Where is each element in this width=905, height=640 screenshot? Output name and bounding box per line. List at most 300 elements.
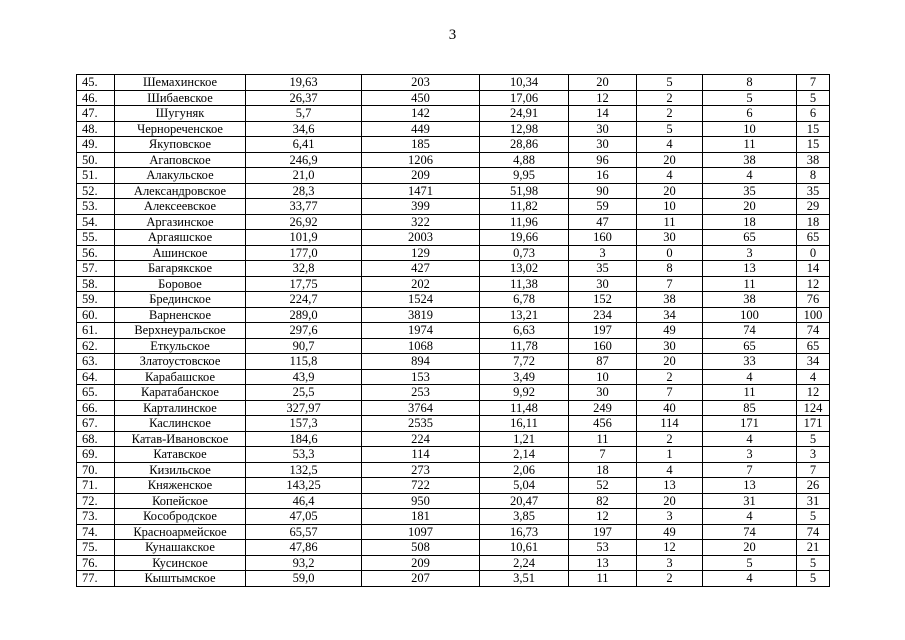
district-name-cell: Шибаевское: [115, 90, 246, 106]
table-row: [77, 307, 830, 323]
col-9-cell: 5: [797, 571, 830, 587]
quota-cell: 14: [569, 106, 637, 122]
col-9-cell: 7: [797, 75, 830, 91]
count-cell: 224: [362, 431, 480, 447]
count-cell: 1206: [362, 152, 480, 168]
district-name-cell: Чернореченское: [115, 121, 246, 137]
row-number-cell: 74.: [77, 524, 115, 540]
district-name-cell: Брединское: [115, 292, 246, 308]
district-name-cell: Шемахинское: [115, 75, 246, 91]
col-9-cell: 12: [797, 385, 830, 401]
table-row: [77, 431, 830, 447]
count-cell: 1974: [362, 323, 480, 339]
col-9-cell: 5: [797, 90, 830, 106]
row-number-cell: 65.: [77, 385, 115, 401]
row-number-cell: 71.: [77, 478, 115, 494]
row-number-cell: 73.: [77, 509, 115, 525]
district-name-cell: Агаповское: [115, 152, 246, 168]
col-8-cell: 35: [703, 183, 797, 199]
col-8-cell: 4: [703, 431, 797, 447]
district-name-cell: Верхнеуральское: [115, 323, 246, 339]
row-number-cell: 62.: [77, 338, 115, 354]
col-9-cell: 21: [797, 540, 830, 556]
table-row: [77, 400, 830, 416]
table-row: [77, 183, 830, 199]
density-cell: 4,88: [480, 152, 569, 168]
row-number-cell: 52.: [77, 183, 115, 199]
col-7-cell: 38: [637, 292, 703, 308]
district-name-cell: Карабашское: [115, 369, 246, 385]
area-cell: 327,97: [246, 400, 362, 416]
area-cell: 32,8: [246, 261, 362, 277]
district-name-cell: Катавское: [115, 447, 246, 463]
density-cell: 5,04: [480, 478, 569, 494]
col-8-cell: 65: [703, 338, 797, 354]
col-9-cell: 65: [797, 230, 830, 246]
col-8-cell: 11: [703, 137, 797, 153]
col-9-cell: 5: [797, 431, 830, 447]
density-cell: 51,98: [480, 183, 569, 199]
count-cell: 508: [362, 540, 480, 556]
count-cell: 207: [362, 571, 480, 587]
row-number-cell: 51.: [77, 168, 115, 184]
col-8-cell: 13: [703, 478, 797, 494]
col-8-cell: 74: [703, 323, 797, 339]
count-cell: 399: [362, 199, 480, 215]
col-8-cell: 38: [703, 152, 797, 168]
area-cell: 53,3: [246, 447, 362, 463]
quota-cell: 35: [569, 261, 637, 277]
quota-cell: 16: [569, 168, 637, 184]
row-number-cell: 58.: [77, 276, 115, 292]
quota-cell: 234: [569, 307, 637, 323]
row-number-cell: 64.: [77, 369, 115, 385]
area-cell: 21,0: [246, 168, 362, 184]
quota-cell: 160: [569, 230, 637, 246]
area-cell: 28,3: [246, 183, 362, 199]
col-8-cell: 6: [703, 106, 797, 122]
col-9-cell: 38: [797, 152, 830, 168]
density-cell: 17,06: [480, 90, 569, 106]
table-row: [77, 369, 830, 385]
area-cell: 224,7: [246, 292, 362, 308]
table-row: [77, 478, 830, 494]
quota-cell: 87: [569, 354, 637, 370]
density-cell: 3,51: [480, 571, 569, 587]
page-number: 3: [448, 27, 457, 43]
table-row: [77, 292, 830, 308]
row-number-cell: 45.: [77, 75, 115, 91]
area-cell: 33,77: [246, 199, 362, 215]
col-7-cell: 11: [637, 214, 703, 230]
col-9-cell: 31: [797, 493, 830, 509]
table-row: [77, 571, 830, 587]
col-7-cell: 10: [637, 199, 703, 215]
district-name-cell: Каслинское: [115, 416, 246, 432]
district-name-cell: Варненское: [115, 307, 246, 323]
count-cell: 202: [362, 276, 480, 292]
col-8-cell: 11: [703, 385, 797, 401]
area-cell: 246,9: [246, 152, 362, 168]
quota-cell: 249: [569, 400, 637, 416]
area-cell: 90,7: [246, 338, 362, 354]
col-7-cell: 7: [637, 276, 703, 292]
col-9-cell: 76: [797, 292, 830, 308]
col-8-cell: 5: [703, 90, 797, 106]
col-8-cell: 18: [703, 214, 797, 230]
col-7-cell: 3: [637, 555, 703, 571]
density-cell: 28,86: [480, 137, 569, 153]
density-cell: 9,92: [480, 385, 569, 401]
area-cell: 157,3: [246, 416, 362, 432]
col-7-cell: 2: [637, 369, 703, 385]
district-name-cell: Красноармейское: [115, 524, 246, 540]
density-cell: 12,98: [480, 121, 569, 137]
district-name-cell: Кусинское: [115, 555, 246, 571]
area-cell: 65,57: [246, 524, 362, 540]
district-name-cell: Копейское: [115, 493, 246, 509]
quota-cell: 18: [569, 462, 637, 478]
col-7-cell: 0: [637, 245, 703, 261]
col-8-cell: 7: [703, 462, 797, 478]
table-body: [77, 75, 830, 587]
col-7-cell: 12: [637, 540, 703, 556]
table-row: [77, 354, 830, 370]
col-8-cell: 5: [703, 555, 797, 571]
quota-cell: 30: [569, 121, 637, 137]
col-8-cell: 3: [703, 447, 797, 463]
col-7-cell: 20: [637, 493, 703, 509]
col-7-cell: 8: [637, 261, 703, 277]
col-7-cell: 34: [637, 307, 703, 323]
district-name-cell: Еткульское: [115, 338, 246, 354]
quota-cell: 12: [569, 509, 637, 525]
row-number-cell: 70.: [77, 462, 115, 478]
col-8-cell: 20: [703, 540, 797, 556]
col-8-cell: 33: [703, 354, 797, 370]
quota-cell: 11: [569, 571, 637, 587]
col-8-cell: 38: [703, 292, 797, 308]
table-row: [77, 555, 830, 571]
count-cell: 273: [362, 462, 480, 478]
table-row: [77, 245, 830, 261]
col-8-cell: 74: [703, 524, 797, 540]
table-row: [77, 524, 830, 540]
col-7-cell: 2: [637, 431, 703, 447]
col-8-cell: 10: [703, 121, 797, 137]
col-9-cell: 0: [797, 245, 830, 261]
table-row: [77, 168, 830, 184]
count-cell: 894: [362, 354, 480, 370]
density-cell: 11,82: [480, 199, 569, 215]
col-8-cell: 31: [703, 493, 797, 509]
area-cell: 143,25: [246, 478, 362, 494]
district-name-cell: Боровое: [115, 276, 246, 292]
col-9-cell: 100: [797, 307, 830, 323]
table-row: [77, 462, 830, 478]
data-table: [76, 74, 830, 587]
quota-cell: 197: [569, 524, 637, 540]
col-9-cell: 34: [797, 354, 830, 370]
density-cell: 7,72: [480, 354, 569, 370]
quota-cell: 59: [569, 199, 637, 215]
count-cell: 142: [362, 106, 480, 122]
row-number-cell: 46.: [77, 90, 115, 106]
row-number-cell: 49.: [77, 137, 115, 153]
district-name-cell: Алексеевское: [115, 199, 246, 215]
quota-cell: 30: [569, 385, 637, 401]
density-cell: 3,85: [480, 509, 569, 525]
col-7-cell: 114: [637, 416, 703, 432]
col-7-cell: 4: [637, 137, 703, 153]
col-7-cell: 5: [637, 75, 703, 91]
col-9-cell: 35: [797, 183, 830, 199]
table-row: [77, 416, 830, 432]
district-name-cell: Кособродское: [115, 509, 246, 525]
count-cell: 1068: [362, 338, 480, 354]
row-number-cell: 67.: [77, 416, 115, 432]
col-9-cell: 5: [797, 555, 830, 571]
col-9-cell: 74: [797, 524, 830, 540]
row-number-cell: 56.: [77, 245, 115, 261]
count-cell: 1524: [362, 292, 480, 308]
count-cell: 209: [362, 555, 480, 571]
density-cell: 3,49: [480, 369, 569, 385]
row-number-cell: 57.: [77, 261, 115, 277]
density-cell: 11,48: [480, 400, 569, 416]
count-cell: 2535: [362, 416, 480, 432]
district-name-cell: Кунашакское: [115, 540, 246, 556]
area-cell: 6,41: [246, 137, 362, 153]
col-8-cell: 171: [703, 416, 797, 432]
col-7-cell: 49: [637, 323, 703, 339]
quota-cell: 12: [569, 90, 637, 106]
col-7-cell: 40: [637, 400, 703, 416]
table-row: [77, 230, 830, 246]
col-9-cell: 3: [797, 447, 830, 463]
area-cell: 46,4: [246, 493, 362, 509]
quota-cell: 7: [569, 447, 637, 463]
area-cell: 93,2: [246, 555, 362, 571]
col-7-cell: 20: [637, 152, 703, 168]
density-cell: 6,78: [480, 292, 569, 308]
area-cell: 297,6: [246, 323, 362, 339]
quota-cell: 30: [569, 137, 637, 153]
count-cell: 1097: [362, 524, 480, 540]
quota-cell: 197: [569, 323, 637, 339]
col-9-cell: 5: [797, 509, 830, 525]
density-cell: 24,91: [480, 106, 569, 122]
quota-cell: 20: [569, 75, 637, 91]
col-9-cell: 65: [797, 338, 830, 354]
density-cell: 1,21: [480, 431, 569, 447]
count-cell: 203: [362, 75, 480, 91]
district-name-cell: Златоустовское: [115, 354, 246, 370]
row-number-cell: 75.: [77, 540, 115, 556]
density-cell: 11,38: [480, 276, 569, 292]
row-number-cell: 48.: [77, 121, 115, 137]
col-7-cell: 13: [637, 478, 703, 494]
quota-cell: 13: [569, 555, 637, 571]
col-8-cell: 3: [703, 245, 797, 261]
col-8-cell: 8: [703, 75, 797, 91]
col-9-cell: 6: [797, 106, 830, 122]
area-cell: 34,6: [246, 121, 362, 137]
district-name-cell: Аргазинское: [115, 214, 246, 230]
col-7-cell: 2: [637, 90, 703, 106]
col-7-cell: 30: [637, 230, 703, 246]
quota-cell: 53: [569, 540, 637, 556]
table-row: [77, 509, 830, 525]
row-number-cell: 72.: [77, 493, 115, 509]
area-cell: 17,75: [246, 276, 362, 292]
quota-cell: 52: [569, 478, 637, 494]
col-8-cell: 13: [703, 261, 797, 277]
table-row: [77, 540, 830, 556]
count-cell: 153: [362, 369, 480, 385]
col-7-cell: 30: [637, 338, 703, 354]
col-9-cell: 8: [797, 168, 830, 184]
col-9-cell: 18: [797, 214, 830, 230]
count-cell: 1471: [362, 183, 480, 199]
quota-cell: 30: [569, 276, 637, 292]
col-9-cell: 171: [797, 416, 830, 432]
area-cell: 101,9: [246, 230, 362, 246]
table-row: [77, 199, 830, 215]
area-cell: 177,0: [246, 245, 362, 261]
row-number-cell: 66.: [77, 400, 115, 416]
count-cell: 950: [362, 493, 480, 509]
density-cell: 11,78: [480, 338, 569, 354]
quota-cell: 10: [569, 369, 637, 385]
density-cell: 13,02: [480, 261, 569, 277]
col-8-cell: 11: [703, 276, 797, 292]
area-cell: 47,05: [246, 509, 362, 525]
col-9-cell: 15: [797, 121, 830, 137]
count-cell: 2003: [362, 230, 480, 246]
density-cell: 9,95: [480, 168, 569, 184]
quota-cell: 11: [569, 431, 637, 447]
col-8-cell: 20: [703, 199, 797, 215]
density-cell: 13,21: [480, 307, 569, 323]
count-cell: 722: [362, 478, 480, 494]
row-number-cell: 47.: [77, 106, 115, 122]
district-name-cell: Кыштымское: [115, 571, 246, 587]
count-cell: 209: [362, 168, 480, 184]
col-7-cell: 20: [637, 354, 703, 370]
quota-cell: 90: [569, 183, 637, 199]
area-cell: 184,6: [246, 431, 362, 447]
area-cell: 19,63: [246, 75, 362, 91]
district-name-cell: Карталинское: [115, 400, 246, 416]
count-cell: 114: [362, 447, 480, 463]
col-8-cell: 4: [703, 571, 797, 587]
row-number-cell: 54.: [77, 214, 115, 230]
row-number-cell: 69.: [77, 447, 115, 463]
table-row: [77, 121, 830, 137]
density-cell: 10,34: [480, 75, 569, 91]
area-cell: 25,5: [246, 385, 362, 401]
quota-cell: 160: [569, 338, 637, 354]
district-name-cell: Шугуняк: [115, 106, 246, 122]
col-7-cell: 7: [637, 385, 703, 401]
col-7-cell: 49: [637, 524, 703, 540]
count-cell: 253: [362, 385, 480, 401]
count-cell: 449: [362, 121, 480, 137]
count-cell: 3819: [362, 307, 480, 323]
count-cell: 3764: [362, 400, 480, 416]
col-9-cell: 15: [797, 137, 830, 153]
col-7-cell: 2: [637, 571, 703, 587]
density-cell: 2,24: [480, 555, 569, 571]
row-number-cell: 61.: [77, 323, 115, 339]
count-cell: 129: [362, 245, 480, 261]
col-7-cell: 3: [637, 509, 703, 525]
col-7-cell: 5: [637, 121, 703, 137]
row-number-cell: 63.: [77, 354, 115, 370]
area-cell: 5,7: [246, 106, 362, 122]
row-number-cell: 77.: [77, 571, 115, 587]
quota-cell: 456: [569, 416, 637, 432]
col-8-cell: 4: [703, 369, 797, 385]
row-number-cell: 50.: [77, 152, 115, 168]
table-row: [77, 90, 830, 106]
table-row: [77, 493, 830, 509]
row-number-cell: 60.: [77, 307, 115, 323]
count-cell: 450: [362, 90, 480, 106]
col-9-cell: 26: [797, 478, 830, 494]
quota-cell: 3: [569, 245, 637, 261]
row-number-cell: 68.: [77, 431, 115, 447]
area-cell: 43,9: [246, 369, 362, 385]
area-cell: 115,8: [246, 354, 362, 370]
table-row: [77, 137, 830, 153]
table-row: [77, 323, 830, 339]
density-cell: 10,61: [480, 540, 569, 556]
col-9-cell: 7: [797, 462, 830, 478]
district-name-cell: Алакульское: [115, 168, 246, 184]
density-cell: 19,66: [480, 230, 569, 246]
area-cell: 47,86: [246, 540, 362, 556]
table-row: [77, 214, 830, 230]
count-cell: 181: [362, 509, 480, 525]
row-number-cell: 55.: [77, 230, 115, 246]
table-row: [77, 447, 830, 463]
district-name-cell: Катав-Ивановское: [115, 431, 246, 447]
col-9-cell: 124: [797, 400, 830, 416]
district-name-cell: Кизильское: [115, 462, 246, 478]
district-name-cell: Каратабанское: [115, 385, 246, 401]
col-9-cell: 14: [797, 261, 830, 277]
area-cell: 289,0: [246, 307, 362, 323]
density-cell: 2,14: [480, 447, 569, 463]
col-8-cell: 65: [703, 230, 797, 246]
quota-cell: 96: [569, 152, 637, 168]
district-name-cell: Аргаяшское: [115, 230, 246, 246]
district-name-cell: Княженское: [115, 478, 246, 494]
col-7-cell: 4: [637, 168, 703, 184]
quota-cell: 82: [569, 493, 637, 509]
density-cell: 0,73: [480, 245, 569, 261]
row-number-cell: 59.: [77, 292, 115, 308]
table-row: [77, 75, 830, 91]
table-row: [77, 338, 830, 354]
col-9-cell: 4: [797, 369, 830, 385]
table-row: [77, 276, 830, 292]
area-cell: 132,5: [246, 462, 362, 478]
col-9-cell: 74: [797, 323, 830, 339]
count-cell: 322: [362, 214, 480, 230]
